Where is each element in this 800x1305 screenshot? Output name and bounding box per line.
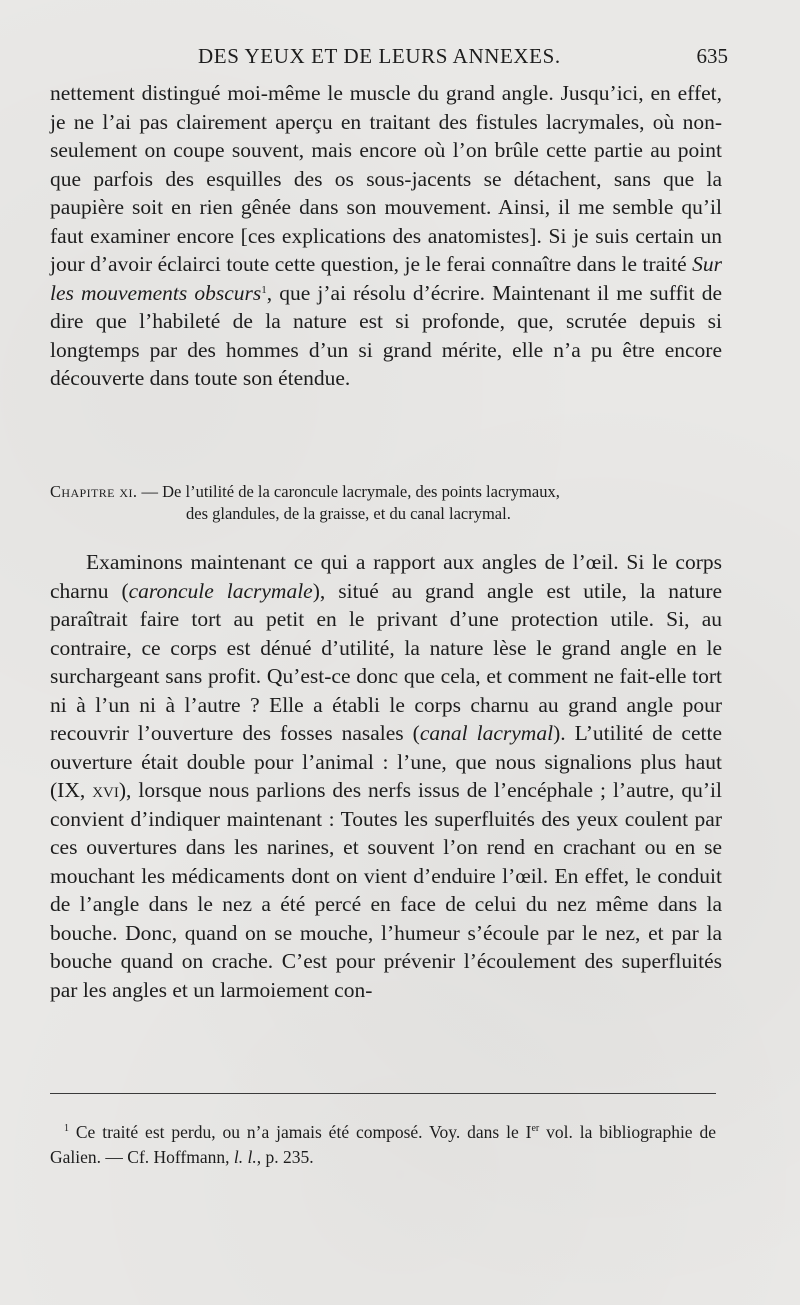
page-header: [48, 44, 728, 74]
paragraph-2-part-1: Examinons maintenant ce qui a rapport aux angles de l’œil. Si le corps charnu (: [50, 550, 722, 603]
chapter-heading: [50, 481, 722, 525]
treatise-title: Sur les mouvements obscurs: [50, 252, 722, 305]
paragraph-2-part-4: ), lorsque nous parlions des nerfs issus de l’encéphale ; l’autre, qu’il convient d’indiquer maintenant : Toutes les superfluités des yeux coulent par ces ouvertures dans les narines, et souvent l’on rend en crachant ou en se mouchant les médicaments dont on vient d’enduire l’œil. En effet, le conduit de l’angle dans le nez a été percé en face de celui du nez même dans la bouche. Donc, quand on se mouche, l’humeur s’écoule par le nez, et par la bouche quand on crache. C’est pour prévenir l’écoulement des superfluités par les angles et un larmoiement con-: [50, 778, 722, 1002]
page-number: 635: [696, 44, 728, 68]
footnote-marker: 1: [64, 1123, 69, 1134]
paragraph-1-text-b: , que j’ai résolu d’écrire. Maintenant il me suffit de dire que l’habileté de la nature est si profonde, que, scrutée depuis si longtemps par des hommes d’un si grand mérite, elle n’a pu être encore découverte dans toute son étendue.: [50, 280, 722, 390]
footnote-text-1: Ce traité est perdu, ou n’a jamais été composé. Voy. dans le I: [69, 1122, 532, 1142]
chapter-heading-line-1: [50, 481, 722, 503]
term-canal: canal lacrymal: [419, 721, 554, 745]
chapter-label: Chapitre xi.: [50, 482, 138, 501]
ordinal-suffix: er: [531, 1123, 540, 1134]
chapter-title-line-1: — De l’utilité de la caroncule lacrymale, des points lacrymaux,: [137, 482, 560, 501]
footnote-text-3: , p. 235.: [256, 1147, 314, 1167]
term-caroncule: caroncule lacrymale: [128, 578, 313, 603]
roman-reference: xvi: [92, 778, 119, 802]
chapter-heading-line-2: [50, 503, 722, 525]
running-title: DES YEUX ET DE LEURS ANNEXES.: [198, 44, 561, 68]
footnote-reference: 1: [261, 283, 267, 296]
paragraph-1: [50, 79, 722, 393]
paragraph-2-part-3: ). L’utilité de cette ouverture était double pour l’animal : l’une, que nous signalions plus haut (IX,: [50, 721, 722, 802]
paragraph-2: [50, 548, 722, 1004]
paragraph-2-part-2: ), situé au grand angle est utile, la nature paraîtrait faire tort au petit en le privant d’une protection utile. Si, au contraire, ce corps est dénué d’utilité, la nature lèse le grand angle en le surchargeant sans profit. Qu’est-ce donc que cela, et comment ne fait-elle tort ni à l’un ni à l’autre ? Elle a établi le corps charnu au grand angle pour recouvrir l’ouverture des fosses nasales (: [50, 578, 723, 745]
footnote-divider: [50, 1093, 716, 1094]
chapter-title-line-2: des glandules, de la graisse, et du canal lacrymal.: [186, 504, 511, 523]
paragraph-1-text-a: nettement distingué moi-même le muscle du grand angle. Jusqu’ici, en effet, je ne l’ai pas clairement aperçu en traitant des fistules lacrymales, où non-seulement on coupe souvent, mais encore où l’on brûle cette partie au point que parfois des esquilles des os sous-jacents se détachent, sans que la paupière soit en rien gênée dans son mouvement. Ainsi, il me semble qu’il faut examiner encore [ces explications des anatomistes]. Si je suis certain un jour d’avoir éclairci toute cette question, je le ferai connaître dans le traité: [50, 81, 722, 276]
footnote-ref-abbrev: l. l.: [233, 1147, 257, 1167]
footnote-text-2: vol. la bibliographie de Galien. — Cf. Hoffmann,: [50, 1122, 716, 1167]
footnote: [50, 1120, 716, 1170]
